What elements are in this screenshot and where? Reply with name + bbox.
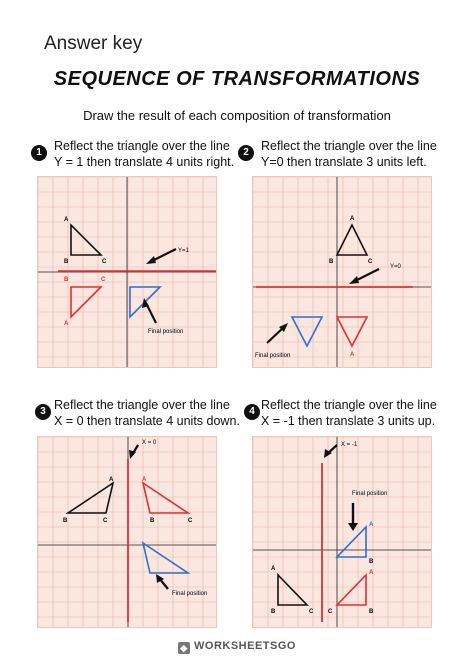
vertex-b: B [271,609,276,615]
problem-2-number: 2 [238,145,254,161]
graph-4 [252,436,432,628]
final-label: Final position [352,491,388,497]
reflected-vertex-c: C [101,277,106,283]
problem-3-line2: X = 0 then translate 4 units down. [54,414,240,428]
reflected-triangle [143,483,188,513]
original-triangle [71,225,101,255]
problem-1-line2: Y = 1 then translate 4 units right. [54,155,235,169]
page-title: SEQUENCE OF TRANSFORMATIONS [53,68,421,90]
original-triangle [68,483,113,513]
line-label: Y=0 [390,264,401,270]
problem-4-number: 4 [244,404,260,420]
reflected-triangle [71,287,101,317]
graph-4-svg [253,437,431,627]
vertex-b: B [64,259,69,265]
reflected-vertex-a: A [142,477,147,483]
problem-4-line1: Reflect the triangle over the line [261,398,437,412]
problem-2-line2: Y=0 then translate 3 units left. [261,155,427,169]
problem-2-line1: Reflect the triangle over the line [261,139,437,153]
final-label: Final position [255,353,291,359]
reflected-vertex-b: B [150,518,155,524]
problem-2-prompt [261,138,461,170]
vertex-c: C [309,609,314,615]
vertex-a: A [271,566,276,572]
line-label: X = 0 [142,440,157,446]
final-vertex-a: A [369,522,374,528]
vertex-c: C [103,518,108,524]
brand-logo-icon: ◆ [178,642,190,654]
reflected-vertex-a: A [64,321,69,327]
final-triangle [292,317,322,346]
line-label: Y=1 [178,248,189,254]
graph-2-svg [253,177,431,367]
problem-3-prompt [54,397,254,429]
original-triangle [278,575,307,605]
problem-3-number: 3 [35,404,51,420]
graph-1-svg [38,177,216,367]
vertex-c: C [102,259,107,265]
graph-2 [252,176,432,368]
problem-4-line2: X = -1 then translate 3 units up. [261,414,436,428]
problem-4-prompt [261,397,461,429]
final-vertex-b: B [369,559,374,565]
line-label-arrowhead [349,276,359,284]
original-triangle [337,225,367,255]
graph-3-svg [38,437,216,627]
vertex-b: B [329,259,334,265]
vertex-a: A [350,216,355,222]
line-label-arrowhead [146,256,156,264]
problem-1-prompt [54,138,254,170]
problem-1-number: 1 [31,145,47,161]
final-label: Final position [148,329,184,335]
reflected-vertex-c: C [188,518,193,524]
instructions: Draw the result of each composition of transformation [83,108,391,123]
reflected-vertex-b: B [369,609,374,615]
reflected-triangle [337,317,367,346]
reflected-vertex-a: A [369,570,374,576]
reflected-vertex-a: A [350,352,355,358]
reflected-vertex-c: C [328,609,333,615]
vertex-b: B [63,518,68,524]
reflected-triangle [337,575,366,605]
problem-3-line1: Reflect the triangle over the line [54,398,230,412]
graph-1 [37,176,217,368]
final-triangle [143,543,188,573]
problem-1-line1: Reflect the triangle over the line [54,139,230,153]
vertex-c: C [368,259,373,265]
line-label: X = -1 [341,442,358,448]
answer-key-label: Answer key [44,33,143,54]
graph-3 [37,436,217,628]
brand-name: WORKSHEETSGO [194,640,296,652]
footer [0,640,474,654]
vertex-a: A [109,477,114,483]
final-label: Final position [172,591,208,597]
reflected-vertex-b: B [64,277,69,283]
vertex-a: A [64,217,69,223]
